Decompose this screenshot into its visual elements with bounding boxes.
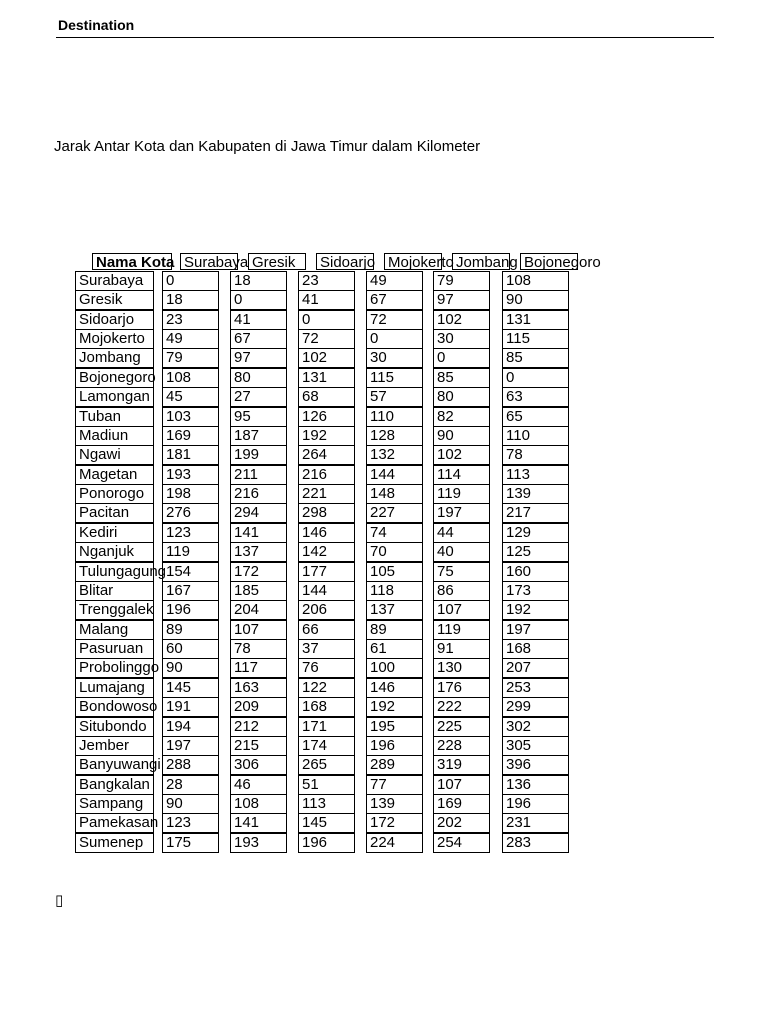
table-row-city-name: Pasuruan xyxy=(75,639,154,659)
table-cell-distance: 148 xyxy=(366,484,423,504)
table-cell-distance: 139 xyxy=(502,484,569,504)
table-cell-distance: 207 xyxy=(502,658,569,678)
table-row-city-name: Situbondo xyxy=(75,717,154,737)
table-cell-distance: 89 xyxy=(162,620,219,640)
table-cell-distance: 264 xyxy=(298,445,355,465)
table-cell-distance: 82 xyxy=(433,407,490,427)
table-cell-distance: 167 xyxy=(162,581,219,601)
table-cell-distance: 125 xyxy=(502,542,569,562)
table-cell-distance: 102 xyxy=(298,348,355,368)
table-cell-distance: 193 xyxy=(230,833,287,853)
table-row-city-name: Sumenep xyxy=(75,833,154,853)
table-cell-distance: 192 xyxy=(502,600,569,620)
table-cell-distance: 97 xyxy=(433,290,490,310)
table-cell-distance: 63 xyxy=(502,387,569,407)
table-cell-distance: 0 xyxy=(502,368,569,388)
table-cell-distance: 142 xyxy=(298,542,355,562)
table-cell-distance: 283 xyxy=(502,833,569,853)
table-row-city-name: Malang xyxy=(75,620,154,640)
header-divider xyxy=(56,37,714,38)
table-cell-distance: 119 xyxy=(433,620,490,640)
table-cell-distance: 146 xyxy=(298,523,355,543)
table-cell-distance: 171 xyxy=(298,717,355,737)
table-cell-distance: 145 xyxy=(298,813,355,833)
table-cell-distance: 163 xyxy=(230,678,287,698)
table-cell-distance: 79 xyxy=(162,348,219,368)
table-cell-distance: 110 xyxy=(366,407,423,427)
table-cell-distance: 78 xyxy=(502,445,569,465)
table-cell-distance: 173 xyxy=(502,581,569,601)
table-cell-distance: 76 xyxy=(298,658,355,678)
table-cell-distance: 195 xyxy=(366,717,423,737)
table-cell-distance: 202 xyxy=(433,813,490,833)
table-cell-distance: 129 xyxy=(502,523,569,543)
table-cell-distance: 103 xyxy=(162,407,219,427)
table-cell-distance: 108 xyxy=(162,368,219,388)
table-cell-distance: 192 xyxy=(298,426,355,446)
table-cell-distance: 113 xyxy=(298,794,355,814)
table-cell-distance: 110 xyxy=(502,426,569,446)
table-cell-distance: 396 xyxy=(502,755,569,775)
table-cell-distance: 169 xyxy=(433,794,490,814)
table-row-city-name: Pamekasan xyxy=(75,813,154,833)
table-cell-distance: 123 xyxy=(162,523,219,543)
table-cell-distance: 40 xyxy=(433,542,490,562)
table-cell-distance: 222 xyxy=(433,697,490,717)
table-cell-distance: 136 xyxy=(502,775,569,795)
table-cell-distance: 196 xyxy=(162,600,219,620)
table-cell-distance: 169 xyxy=(162,426,219,446)
table-cell-distance: 144 xyxy=(298,581,355,601)
table-cell-distance: 119 xyxy=(162,542,219,562)
table-row-city-name: Lumajang xyxy=(75,678,154,698)
table-cell-distance: 145 xyxy=(162,678,219,698)
table-cell-distance: 209 xyxy=(230,697,287,717)
table-cell-distance: 90 xyxy=(502,290,569,310)
document-title: Jarak Antar Kota dan Kabupaten di Jawa Timur dalam Kilometer xyxy=(54,138,481,155)
table-cell-distance: 192 xyxy=(366,697,423,717)
table-cell-distance: 289 xyxy=(366,755,423,775)
table-cell-distance: 44 xyxy=(433,523,490,543)
table-cell-distance: 228 xyxy=(433,736,490,756)
table-row-city-name: Pacitan xyxy=(75,503,154,523)
table-cell-distance: 288 xyxy=(162,755,219,775)
table-cell-distance: 141 xyxy=(230,523,287,543)
table-cell-distance: 306 xyxy=(230,755,287,775)
table-cell-distance: 144 xyxy=(366,465,423,485)
table-cell-distance: 0 xyxy=(298,310,355,330)
table-cell-distance: 168 xyxy=(298,697,355,717)
table-cell-distance: 254 xyxy=(433,833,490,853)
page-header-title: Destination xyxy=(58,17,135,33)
table-cell-distance: 181 xyxy=(162,445,219,465)
table-row-city-name: Kediri xyxy=(75,523,154,543)
table-row-city-name: Lamongan xyxy=(75,387,154,407)
table-cell-distance: 57 xyxy=(366,387,423,407)
table-cell-distance: 160 xyxy=(502,562,569,582)
table-cell-distance: 130 xyxy=(433,658,490,678)
table-cell-distance: 27 xyxy=(230,387,287,407)
table-cell-distance: 185 xyxy=(230,581,287,601)
table-cell-distance: 128 xyxy=(366,426,423,446)
column-header-1: Surabaya xyxy=(180,253,238,270)
table-cell-distance: 131 xyxy=(502,310,569,330)
table-cell-distance: 139 xyxy=(366,794,423,814)
table-cell-distance: 191 xyxy=(162,697,219,717)
table-row-city-name: Jember xyxy=(75,736,154,756)
table-cell-distance: 212 xyxy=(230,717,287,737)
table-row-city-name: Tulungagung xyxy=(75,562,154,582)
table-cell-distance: 75 xyxy=(433,562,490,582)
table-cell-distance: 45 xyxy=(162,387,219,407)
table-cell-distance: 146 xyxy=(366,678,423,698)
table-cell-distance: 113 xyxy=(502,465,569,485)
table-row-city-name: Trenggalek xyxy=(75,600,154,620)
table-cell-distance: 298 xyxy=(298,503,355,523)
table-cell-distance: 61 xyxy=(366,639,423,659)
table-cell-distance: 79 xyxy=(433,271,490,291)
table-cell-distance: 126 xyxy=(298,407,355,427)
table-cell-distance: 227 xyxy=(366,503,423,523)
table-cell-distance: 174 xyxy=(298,736,355,756)
table-cell-distance: 28 xyxy=(162,775,219,795)
table-cell-distance: 30 xyxy=(433,329,490,349)
table-row-city-name: Sampang xyxy=(75,794,154,814)
table-cell-distance: 91 xyxy=(433,639,490,659)
table-cell-distance: 137 xyxy=(230,542,287,562)
table-cell-distance: 172 xyxy=(366,813,423,833)
table-cell-distance: 168 xyxy=(502,639,569,659)
column-header-6: Bojonegoro xyxy=(520,253,578,270)
table-cell-distance: 30 xyxy=(366,348,423,368)
table-cell-distance: 199 xyxy=(230,445,287,465)
table-cell-distance: 107 xyxy=(433,600,490,620)
column-header-4: Mojokerto xyxy=(384,253,442,270)
table-cell-distance: 77 xyxy=(366,775,423,795)
table-row-city-name: Banyuwangi xyxy=(75,755,154,775)
table-row-city-name: Nganjuk xyxy=(75,542,154,562)
column-header-2: Gresik xyxy=(248,253,306,270)
table-cell-distance: 122 xyxy=(298,678,355,698)
table-cell-distance: 305 xyxy=(502,736,569,756)
table-cell-distance: 225 xyxy=(433,717,490,737)
table-cell-distance: 80 xyxy=(433,387,490,407)
table-row-city-name: Magetan xyxy=(75,465,154,485)
table-cell-distance: 90 xyxy=(433,426,490,446)
table-cell-distance: 132 xyxy=(366,445,423,465)
table-cell-distance: 196 xyxy=(502,794,569,814)
table-cell-distance: 60 xyxy=(162,639,219,659)
table-cell-distance: 115 xyxy=(502,329,569,349)
table-cell-distance: 86 xyxy=(433,581,490,601)
table-row-city-name: Sidoarjo xyxy=(75,310,154,330)
table-cell-distance: 253 xyxy=(502,678,569,698)
table-cell-distance: 196 xyxy=(366,736,423,756)
table-cell-distance: 114 xyxy=(433,465,490,485)
table-cell-distance: 302 xyxy=(502,717,569,737)
table-cell-distance: 102 xyxy=(433,445,490,465)
table-cell-distance: 51 xyxy=(298,775,355,795)
table-cell-distance: 37 xyxy=(298,639,355,659)
table-cell-distance: 137 xyxy=(366,600,423,620)
table-row-city-name: Jombang xyxy=(75,348,154,368)
table-cell-distance: 18 xyxy=(162,290,219,310)
table-cell-distance: 65 xyxy=(502,407,569,427)
column-header-5: Jombang xyxy=(452,253,510,270)
column-header-3: Sidoarjo xyxy=(316,253,374,270)
table-cell-distance: 102 xyxy=(433,310,490,330)
table-row-city-name: Madiun xyxy=(75,426,154,446)
table-cell-distance: 197 xyxy=(162,736,219,756)
table-cell-distance: 206 xyxy=(298,600,355,620)
table-cell-distance: 23 xyxy=(298,271,355,291)
table-cell-distance: 68 xyxy=(298,387,355,407)
table-cell-distance: 46 xyxy=(230,775,287,795)
table-row-city-name: Ponorogo xyxy=(75,484,154,504)
table-cell-distance: 97 xyxy=(230,348,287,368)
table-cell-distance: 131 xyxy=(298,368,355,388)
table-cell-distance: 211 xyxy=(230,465,287,485)
table-cell-distance: 119 xyxy=(433,484,490,504)
table-cell-distance: 193 xyxy=(162,465,219,485)
table-cell-distance: 172 xyxy=(230,562,287,582)
table-cell-distance: 141 xyxy=(230,813,287,833)
table-cell-distance: 72 xyxy=(298,329,355,349)
table-cell-distance: 49 xyxy=(162,329,219,349)
table-cell-distance: 90 xyxy=(162,658,219,678)
table-cell-distance: 89 xyxy=(366,620,423,640)
table-cell-distance: 216 xyxy=(298,465,355,485)
table-cell-distance: 107 xyxy=(230,620,287,640)
table-cell-distance: 294 xyxy=(230,503,287,523)
table-cell-distance: 217 xyxy=(502,503,569,523)
table-cell-distance: 194 xyxy=(162,717,219,737)
table-cell-distance: 0 xyxy=(366,329,423,349)
table-cell-distance: 105 xyxy=(366,562,423,582)
table-cell-distance: 221 xyxy=(298,484,355,504)
table-cell-distance: 265 xyxy=(298,755,355,775)
table-cell-distance: 197 xyxy=(433,503,490,523)
table-cell-distance: 118 xyxy=(366,581,423,601)
table-row-city-name: Tuban xyxy=(75,407,154,427)
table-cell-distance: 115 xyxy=(366,368,423,388)
table-cell-distance: 67 xyxy=(366,290,423,310)
table-cell-distance: 100 xyxy=(366,658,423,678)
table-cell-distance: 196 xyxy=(298,833,355,853)
table-cell-distance: 85 xyxy=(502,348,569,368)
table-row-city-name: Mojokerto xyxy=(75,329,154,349)
table-cell-distance: 204 xyxy=(230,600,287,620)
placeholder-glyph-icon: ▯ xyxy=(55,892,64,909)
table-cell-distance: 70 xyxy=(366,542,423,562)
table-cell-distance: 80 xyxy=(230,368,287,388)
table-cell-distance: 108 xyxy=(230,794,287,814)
table-cell-distance: 74 xyxy=(366,523,423,543)
table-cell-distance: 18 xyxy=(230,271,287,291)
table-row-city-name: Bondowoso xyxy=(75,697,154,717)
table-cell-distance: 49 xyxy=(366,271,423,291)
table-cell-distance: 0 xyxy=(433,348,490,368)
table-cell-distance: 107 xyxy=(433,775,490,795)
table-cell-distance: 41 xyxy=(230,310,287,330)
table-row-city-name: Surabaya xyxy=(75,271,154,291)
table-cell-distance: 67 xyxy=(230,329,287,349)
table-cell-distance: 215 xyxy=(230,736,287,756)
table-cell-distance: 0 xyxy=(162,271,219,291)
table-cell-distance: 276 xyxy=(162,503,219,523)
table-cell-distance: 23 xyxy=(162,310,219,330)
table-cell-distance: 177 xyxy=(298,562,355,582)
table-cell-distance: 224 xyxy=(366,833,423,853)
column-header-0: Nama Kota xyxy=(92,253,172,270)
table-cell-distance: 85 xyxy=(433,368,490,388)
table-cell-distance: 319 xyxy=(433,755,490,775)
table-cell-distance: 187 xyxy=(230,426,287,446)
table-cell-distance: 176 xyxy=(433,678,490,698)
table-cell-distance: 66 xyxy=(298,620,355,640)
table-cell-distance: 78 xyxy=(230,639,287,659)
table-row-city-name: Bangkalan xyxy=(75,775,154,795)
table-cell-distance: 117 xyxy=(230,658,287,678)
table-cell-distance: 108 xyxy=(502,271,569,291)
table-cell-distance: 198 xyxy=(162,484,219,504)
table-cell-distance: 175 xyxy=(162,833,219,853)
table-row-city-name: Ngawi xyxy=(75,445,154,465)
table-cell-distance: 41 xyxy=(298,290,355,310)
table-cell-distance: 154 xyxy=(162,562,219,582)
table-cell-distance: 72 xyxy=(366,310,423,330)
table-cell-distance: 197 xyxy=(502,620,569,640)
table-row-city-name: Probolinggo xyxy=(75,658,154,678)
table-row-city-name: Blitar xyxy=(75,581,154,601)
table-row-city-name: Bojonegoro xyxy=(75,368,154,388)
table-cell-distance: 90 xyxy=(162,794,219,814)
table-cell-distance: 216 xyxy=(230,484,287,504)
table-cell-distance: 0 xyxy=(230,290,287,310)
table-cell-distance: 231 xyxy=(502,813,569,833)
table-cell-distance: 95 xyxy=(230,407,287,427)
table-cell-distance: 299 xyxy=(502,697,569,717)
table-cell-distance: 123 xyxy=(162,813,219,833)
table-row-city-name: Gresik xyxy=(75,290,154,310)
